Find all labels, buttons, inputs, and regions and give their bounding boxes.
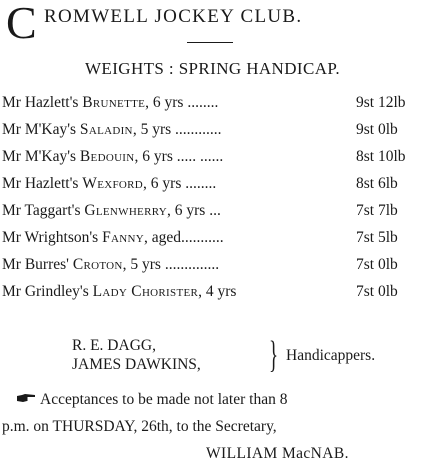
advertisement-title (4, 0, 425, 46)
entry-owner: Mr Wrightson's (2, 229, 99, 246)
entry-leader: ..... ...... (172, 148, 224, 165)
entry-owner: Mr Grindley's (2, 283, 89, 300)
notice-line (2, 415, 423, 439)
entry-horse: Bedouin (79, 148, 135, 165)
entry-weight: 7st 0lb (356, 256, 398, 273)
handicappers-role: Handicappers. (286, 347, 376, 364)
entry-row (2, 226, 224, 250)
entry-horse: Glenwherry (84, 202, 167, 219)
entry-leader: ........ (183, 94, 219, 111)
notice-line (2, 388, 423, 412)
entry-horse: Croton (72, 256, 123, 273)
entry-owner: Mr M'Kay's (2, 148, 77, 165)
entry-weight: 9st 0lb (356, 121, 398, 138)
entry-owner: Mr Hazlett's (2, 94, 79, 111)
entry-age: , 4 yrs (198, 283, 237, 300)
entry-weight: 7st 5lb (356, 229, 398, 246)
entry-horse: Saladin (79, 121, 133, 138)
entry-weight: 8st 10lb (356, 148, 406, 165)
entry-leader: ... (205, 202, 221, 219)
entry-age: , 5 yrs (122, 256, 161, 273)
entry-horse: Wexford (82, 175, 144, 192)
subtitle: WEIGHTS : SPRING HANDICAP. (84, 59, 341, 78)
entry-row (2, 118, 222, 142)
entry-age: , 5 yrs (132, 121, 172, 138)
title-rule (187, 42, 233, 43)
entry-age: , 6 yrs (167, 202, 206, 219)
entry-leader: ........ (181, 175, 217, 192)
pointing-hand-icon (16, 388, 36, 412)
entry-weight: 8st 6lb (356, 175, 398, 192)
handicapper-name: JAMES DAWKINS, (72, 356, 201, 373)
entry-weight: 7st 7lb (356, 202, 398, 219)
entry-row (2, 172, 216, 196)
entry-horse: Brunette (82, 94, 146, 111)
entry-age: , aged (143, 229, 181, 246)
entry-row (2, 91, 218, 115)
notice-text-1: Acceptances to be made not later than 8 (40, 391, 288, 408)
entry-row (2, 145, 223, 169)
entry-row (2, 199, 221, 223)
entry-row (2, 253, 219, 277)
handicapper-names (72, 336, 201, 374)
brace: } (269, 334, 279, 376)
entry-weight: 9st 12lb (356, 94, 406, 111)
entry-owner: Mr M'Kay's (2, 121, 77, 138)
notice-text-2: p.m. on THURSDAY, 26th, to the Secretary, (2, 418, 277, 435)
entry-age: , 6 yrs (143, 175, 182, 192)
title-initial: C (6, 0, 37, 48)
entry-age: , 6 yrs (134, 148, 173, 165)
entry-row (2, 280, 236, 304)
entry-leader: ............ (171, 121, 222, 138)
entry-owner: Mr Taggart's (2, 202, 81, 219)
entry-age: , 6 yrs (145, 94, 184, 111)
entry-leader: .............. (160, 256, 220, 273)
entry-owner: Mr Hazlett's (2, 175, 79, 192)
entry-horse: Fanny (102, 229, 144, 246)
secretary-signature: WILLIAM MacNAB. (206, 445, 349, 462)
handicapper-name: R. E. DAGG, (72, 337, 156, 354)
entry-horse: Lady Chorister (92, 283, 199, 300)
entry-leader: ........... (180, 229, 224, 246)
entry-owner: Mr Burres' (2, 256, 69, 273)
entry-weight: 7st 0lb (356, 283, 398, 300)
title-text: ROMWELL JOCKEY CLUB. (44, 6, 303, 27)
